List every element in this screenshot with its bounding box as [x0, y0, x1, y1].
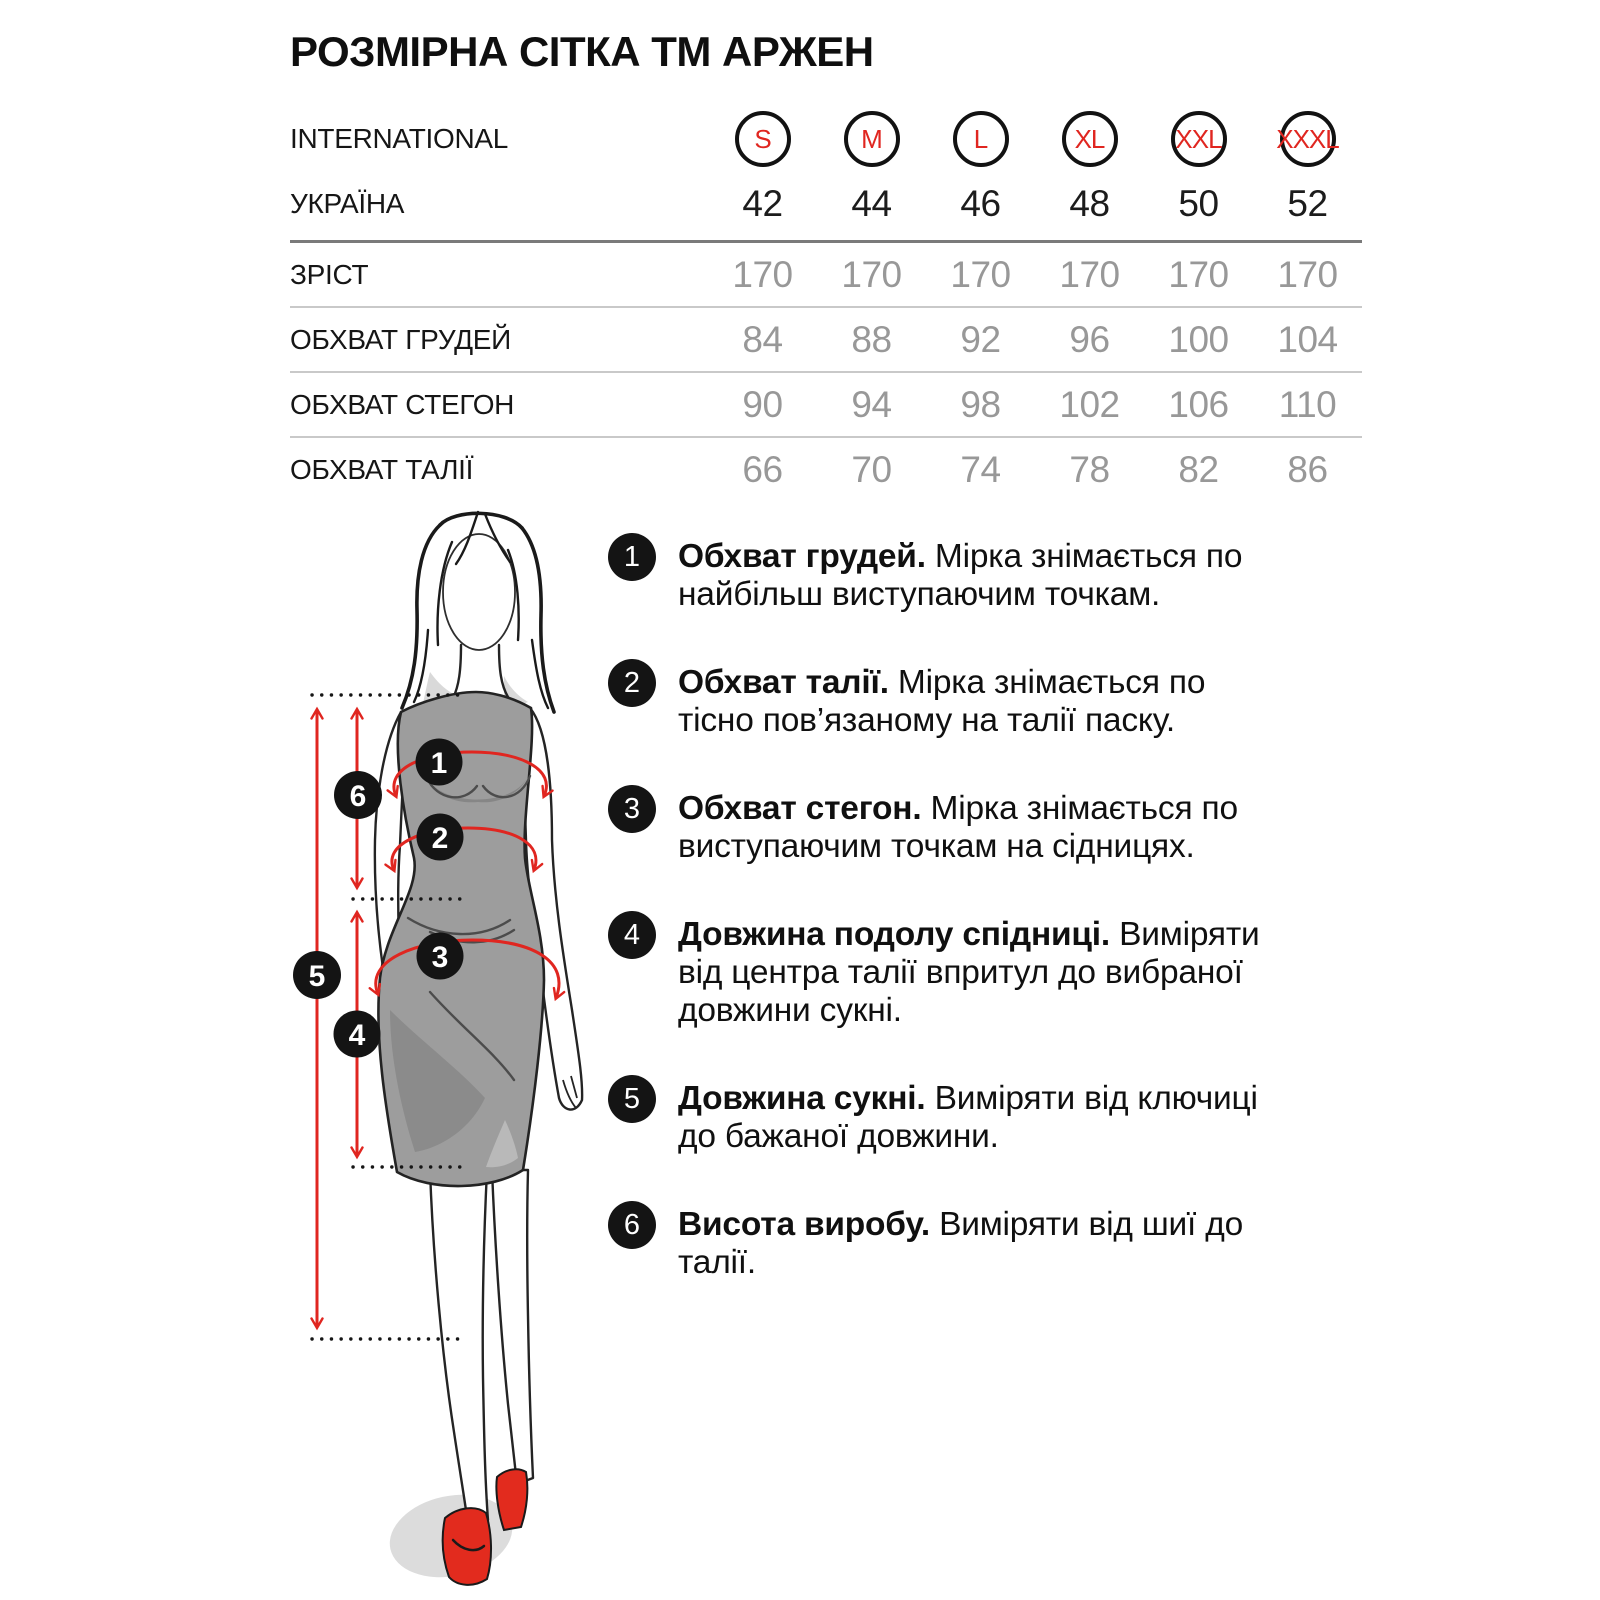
size-value: 92: [960, 318, 1001, 360]
legend-item-6: [608, 1206, 1354, 1282]
size-value: 70: [851, 448, 892, 490]
size-value: 52: [1287, 183, 1328, 224]
size-value: 170: [950, 253, 1011, 295]
legend-desc: Мірка знімається по виступаючим точкам на сідницях.: [678, 790, 1238, 865]
legend-title: Довжина сукні.: [678, 1080, 926, 1117]
row-label: ОБХВАТ ТАЛІЇ: [290, 453, 474, 485]
table-row-international: [290, 108, 1362, 170]
legend-desc: Мірка знімається по тісно пов’язаному на талії паску.: [678, 664, 1206, 739]
legend-badge-6: 6: [608, 1201, 656, 1249]
table-row-bust: [290, 308, 1362, 373]
size-value: 96: [1069, 318, 1110, 360]
legend-item-4: [608, 916, 1354, 1030]
figure-badge-5: [293, 951, 341, 999]
size-value: 48: [1069, 183, 1110, 224]
legend-title: Обхват грудей.: [678, 538, 926, 575]
size-value: 66: [742, 448, 783, 490]
size-circle: L: [953, 111, 1009, 167]
legend-title: Довжина подолу спідниці.: [678, 916, 1111, 953]
figure-badge-3: [417, 933, 464, 980]
size-circle: XXXL: [1280, 111, 1336, 167]
size-value: 50: [1178, 183, 1219, 224]
svg-text:4: 4: [348, 1019, 366, 1052]
legend-badge-3: 3: [608, 785, 656, 833]
size-value: 42: [742, 183, 783, 224]
size-value: 104: [1277, 318, 1338, 360]
size-value: 100: [1168, 318, 1229, 360]
page-title: РОЗМІРНА СІТКА ТМ АРЖЕН: [290, 28, 874, 75]
legend-title: Висота виробу.: [678, 1206, 930, 1243]
size-value: 84: [742, 318, 783, 360]
legend-badge-1: 1: [608, 533, 656, 581]
legend-badge-2: 2: [608, 659, 656, 707]
table-row-height: [290, 243, 1362, 308]
size-value: 86: [1287, 448, 1328, 490]
row-label-international: INTERNATIONAL: [290, 123, 509, 154]
table-row-hips: [290, 373, 1362, 438]
row-label: ЗРІСТ: [290, 258, 369, 290]
measurement-figure-illustration: [280, 480, 640, 1600]
size-value: 90: [742, 383, 783, 425]
legend-desc: Виміряти від шиї до талії.: [678, 1206, 1244, 1281]
measurement-legend: [608, 538, 1354, 1332]
size-value: 106: [1168, 383, 1229, 425]
legend-badge-4: 4: [608, 911, 656, 959]
legend-item-5: [608, 1080, 1354, 1156]
size-circle: XXL: [1171, 111, 1227, 167]
svg-text:3: 3: [431, 941, 449, 974]
svg-text:5: 5: [308, 960, 326, 993]
svg-text:2: 2: [431, 822, 449, 855]
size-value: 170: [1277, 253, 1338, 295]
row-label-ukraine: УКРАЇНА: [290, 188, 405, 219]
size-value: 46: [960, 183, 1001, 224]
legend-title: Обхват стегон.: [678, 790, 922, 827]
figure-badge-1: [416, 739, 463, 786]
size-value: 170: [1059, 253, 1120, 295]
size-value: 170: [841, 253, 902, 295]
size-value: 82: [1178, 448, 1219, 490]
size-value: 98: [960, 383, 1001, 425]
size-value: 102: [1059, 383, 1120, 425]
figure-badge-4: [334, 1011, 381, 1058]
legend-desc: Мірка знімається по найбільш виступаючим точкам.: [678, 538, 1243, 613]
size-value: 94: [851, 383, 892, 425]
row-label: ОБХВАТ ГРУДЕЙ: [290, 323, 511, 355]
legend-title: Обхват талії.: [678, 664, 889, 701]
svg-text:6: 6: [349, 780, 367, 813]
legend-desc: Виміряти від ключиці до бажаної довжини.: [678, 1080, 1258, 1155]
legend-item-3: [608, 790, 1354, 866]
size-circle: M: [844, 111, 900, 167]
legend-item-1: [608, 538, 1354, 614]
svg-text:1: 1: [430, 747, 448, 780]
measurement-rows: [290, 240, 1362, 501]
legend-badge-5: 5: [608, 1075, 656, 1123]
size-circle: S: [735, 111, 791, 167]
legend-item-2: [608, 664, 1354, 740]
size-value: 170: [732, 253, 793, 295]
size-value: 110: [1278, 383, 1337, 425]
size-circle: XL: [1062, 111, 1118, 167]
size-value: 74: [960, 448, 1001, 490]
size-table: [290, 108, 1362, 501]
legend-desc: Виміряти від центра талії впритул до вибраної довжини сукні.: [678, 916, 1260, 1029]
size-value: 44: [851, 183, 892, 224]
table-row-ukraine: [290, 176, 1362, 232]
size-value: 78: [1069, 448, 1110, 490]
figure-badge-6: [334, 771, 382, 819]
size-value: 170: [1168, 253, 1229, 295]
figure-badge-2: [417, 814, 464, 861]
row-label: ОБХВАТ СТЕГОН: [290, 388, 515, 420]
size-value: 88: [851, 318, 892, 360]
